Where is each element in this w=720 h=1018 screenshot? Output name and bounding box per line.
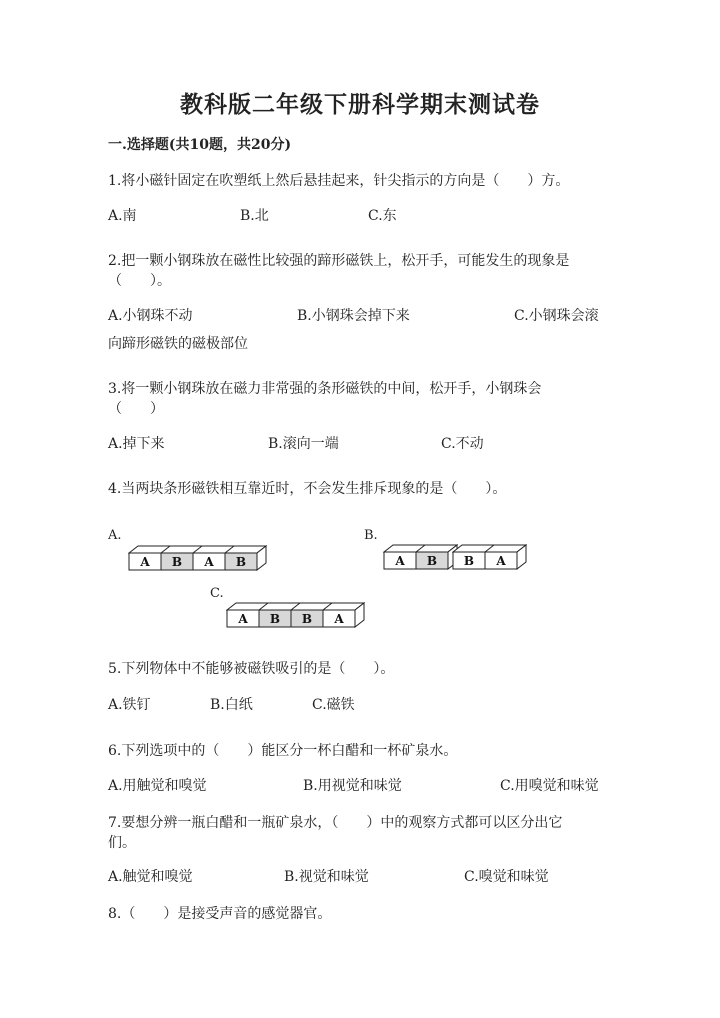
question-2-line2: （ ）。	[108, 273, 171, 289]
question-5: 5.下列物体中不能够被磁铁吸引的是（ ）。	[108, 661, 395, 677]
q2-option-c: C.小钢珠会滚	[514, 308, 599, 324]
q7-option-c: C.嗅觉和味觉	[464, 869, 549, 885]
section-heading: 一.选择题(共10题，共20分)	[108, 137, 292, 153]
magnet-pole-label: A	[496, 554, 506, 568]
magnet-pole-label: A	[140, 555, 150, 569]
q6-option-a: A.用触觉和嗅觉	[108, 778, 207, 794]
magnet-pole-label: B	[235, 555, 247, 569]
magnet-pole-label: A	[204, 555, 214, 569]
question-6: 6.下列选项中的（ ）能区分一杯白醋和一杯矿泉水。	[108, 743, 458, 759]
q4-label-c: C.	[210, 586, 224, 601]
question-2-line1: 2.把一颗小钢珠放在磁性比较强的蹄形磁铁上，松开手，可能发生的现象是	[108, 253, 570, 269]
q5-option-a: A.铁钉	[108, 697, 151, 713]
magnet-figure-a	[128, 545, 267, 571]
q7-option-b: B.视觉和味觉	[284, 869, 369, 885]
q3-option-a: A.掉下来	[108, 436, 165, 452]
magnet-pole-label: B	[171, 555, 183, 569]
q3-option-c: C.不动	[441, 436, 484, 452]
page-title: 教科版二年级下册科学期末测试卷	[180, 91, 540, 118]
magnet-pole-label: A	[395, 554, 405, 568]
magnet-figure-b2	[452, 544, 527, 570]
q2-option-b: B.小钢珠会掉下来	[297, 308, 410, 324]
question-4: 4.当两块条形磁铁相互靠近时，不会发生排斥现象的是（ ）。	[108, 481, 507, 497]
magnet-pole-label: B	[301, 612, 313, 626]
q7-option-a: A.触觉和嗅觉	[108, 869, 193, 885]
question-8: 8.（ ）是接受声音的感觉器官。	[108, 906, 332, 922]
q1-option-b: B.北	[240, 208, 269, 224]
magnet-pole-label: B	[269, 612, 281, 626]
q2-option-a: A.小钢珠不动	[108, 308, 193, 324]
q5-option-b: B.白纸	[210, 697, 253, 713]
question-7-line2: 们。	[108, 835, 136, 851]
question-7-line1: 7.要想分辨一瓶白醋和一瓶矿泉水，（ ）中的观察方式都可以区分出它	[108, 815, 563, 831]
q3-option-b: B.滚向一端	[268, 436, 339, 452]
q6-option-c: C.用嗅觉和味觉	[500, 778, 599, 794]
magnet-pole-label: B	[426, 554, 438, 568]
q1-option-a: A.南	[108, 208, 137, 224]
magnet-pole-label: B	[463, 554, 475, 568]
q1-option-c: C.东	[368, 208, 397, 224]
question-3-line2: （ ）	[108, 401, 164, 417]
question-3-line1: 3.将一颗小钢珠放在磁力非常强的条形磁铁的中间，松开手，小钢珠会	[108, 381, 542, 397]
q5-option-c: C.磁铁	[312, 697, 355, 713]
question-1: 1.将小磁针固定在吹塑纸上然后悬挂起来，针尖指示的方向是（ ）方。	[108, 173, 570, 189]
q2-option-c-continued: 向蹄形磁铁的磁极部位	[108, 336, 248, 352]
q4-label-b: B.	[364, 528, 378, 543]
magnet-pole-label: A	[334, 612, 344, 626]
magnet-pole-label: A	[238, 612, 248, 626]
magnet-figure-c	[226, 602, 365, 628]
q4-label-a: A.	[108, 528, 122, 543]
magnet-figure-b1	[383, 544, 458, 570]
q6-option-b: B.用视觉和味觉	[303, 778, 402, 794]
